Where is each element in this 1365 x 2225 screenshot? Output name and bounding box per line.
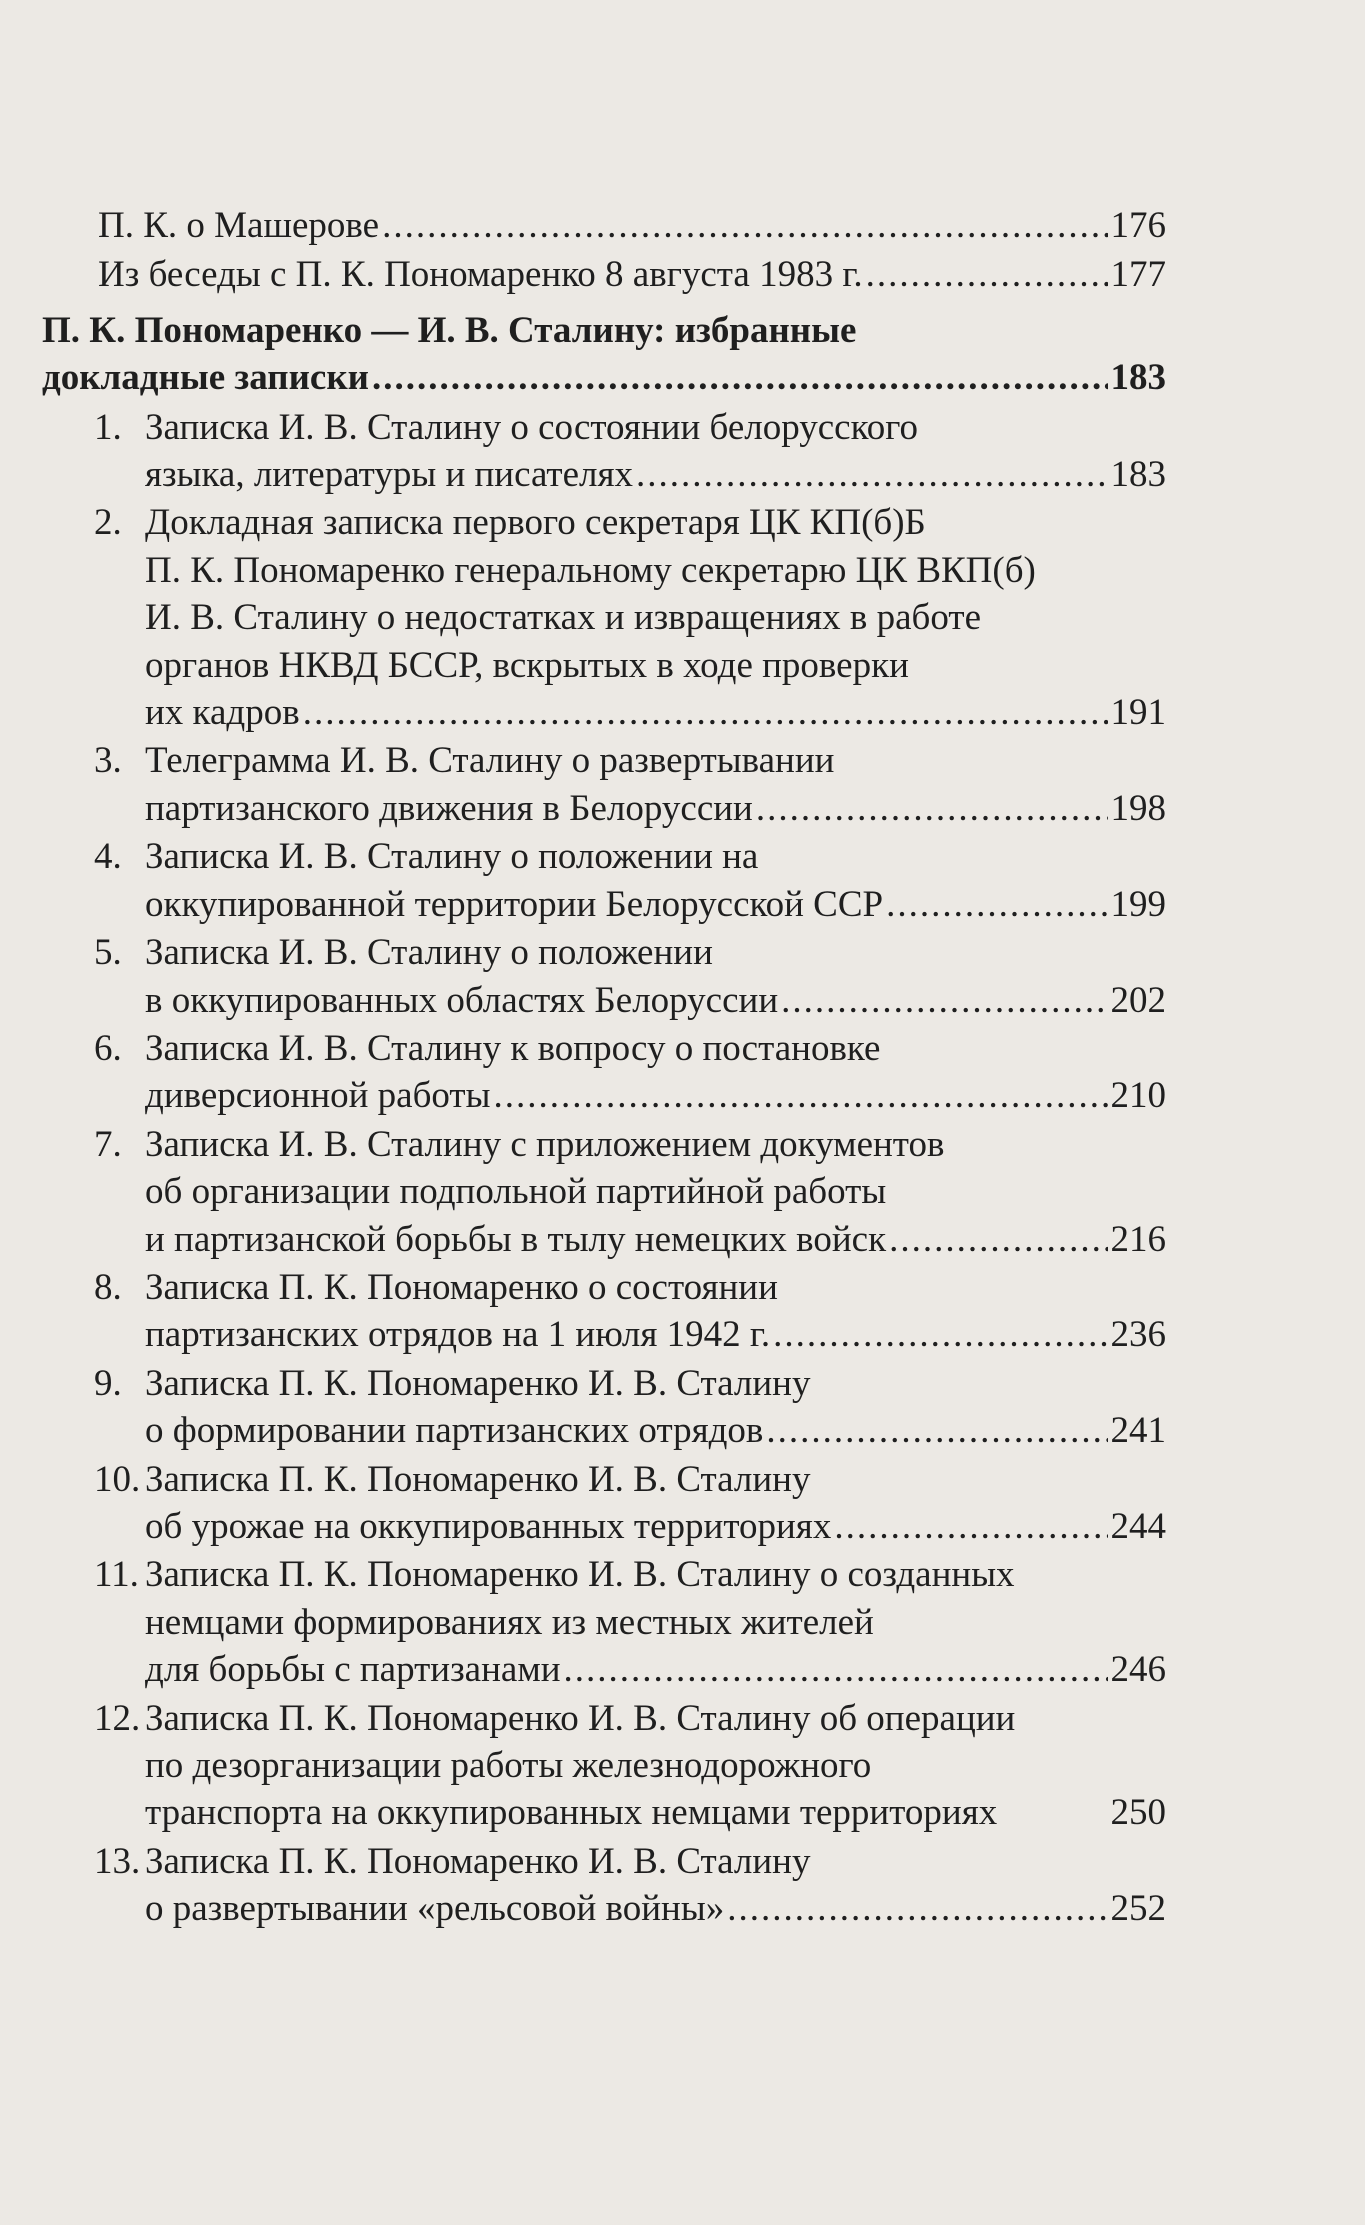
toc-entry-item[interactable] <box>42 1456 1166 1551</box>
section-heading[interactable] <box>42 307 1166 402</box>
entry-title-line: П. К. Пономаренко — И. В. Сталину: избранные <box>42 309 857 351</box>
entry-title-line: Телеграмма И. В. Сталину о развертывании <box>145 740 835 782</box>
entry-last-line <box>145 1216 1166 1263</box>
entry-last-line <box>145 1646 1166 1693</box>
toc-entry-item[interactable] <box>42 1695 1166 1837</box>
table-of-contents <box>42 202 1166 1934</box>
toc-entry-item[interactable] <box>42 1264 1166 1359</box>
entry-number: 13. <box>94 1840 141 1882</box>
entry-title-line: оккупированной территории Белорусской ССР <box>145 883 884 925</box>
entry-title-line: партизанского движения в Белоруссии <box>145 787 753 829</box>
entry-last-line <box>145 785 1166 832</box>
dot-leader <box>766 1407 1107 1454</box>
page-number: 216 <box>1110 1218 1166 1260</box>
toc-entry-item[interactable] <box>42 1838 1166 1933</box>
entry-number: 9. <box>94 1362 122 1404</box>
toc-entry[interactable] <box>98 251 1166 298</box>
entry-title-line: Записка И. В. Сталину о состоянии белорусского <box>145 406 918 448</box>
page-number: 199 <box>1110 883 1166 925</box>
entry-number: 4. <box>94 836 122 878</box>
toc-entry-item[interactable] <box>42 737 1166 832</box>
page-number: 241 <box>1110 1410 1166 1452</box>
entry-title-line: Записка П. К. Пономаренко о состоянии <box>145 1266 778 1308</box>
entry-title-line: для борьбы с партизанами <box>145 1649 561 1691</box>
toc-entry-item[interactable] <box>42 833 1166 928</box>
dot-leader <box>866 251 1108 298</box>
entry-last-line <box>145 689 1166 736</box>
entry-number: 3. <box>94 740 122 782</box>
page-number: 202 <box>1110 979 1166 1021</box>
toc-entry-item[interactable] <box>42 404 1166 499</box>
entry-title-line: Записка П. К. Пономаренко И. В. Сталину <box>145 1362 811 1404</box>
entry-last-line <box>145 451 1166 498</box>
entry-last-line <box>98 202 1166 249</box>
dot-leader <box>834 1503 1107 1550</box>
entry-title-line: Из беседы с П. К. Пономаренко 8 августа 1983 г. <box>98 254 863 296</box>
entry-title-line: П. К. о Машерове <box>98 205 380 246</box>
page-number: 236 <box>1110 1314 1166 1356</box>
entry-title-line: транспорта на оккупированных немцами территориях <box>145 1792 998 1834</box>
entry-title-line: о развертывании «рельсовой войны» <box>145 1888 725 1930</box>
entry-title-line: языка, литературы и писателях <box>145 454 634 496</box>
entry-title-line: диверсионной работы <box>145 1075 491 1117</box>
entry-number: 8. <box>94 1266 122 1308</box>
page-number: 183 <box>1110 357 1166 399</box>
toc-entry-item[interactable] <box>42 1551 1166 1693</box>
entry-last-line <box>145 1503 1166 1550</box>
toc-entry-item[interactable] <box>42 1360 1166 1455</box>
entry-title-line: в оккупированных областях Белоруссии <box>145 979 779 1021</box>
dot-leader <box>889 1216 1107 1263</box>
dot-leader <box>493 1072 1107 1119</box>
dot-leader <box>781 977 1107 1024</box>
dot-leader <box>564 1646 1108 1693</box>
dot-leader <box>727 1885 1107 1932</box>
entry-title-line: Записка И. В. Сталину о положении <box>145 932 713 974</box>
entry-title-line: и партизанской борьбы в тылу немецких войск <box>145 1218 887 1260</box>
toc-entry-item[interactable] <box>42 1025 1166 1120</box>
entry-title-line: Записка И. В. Сталину о положении на <box>145 836 759 878</box>
dot-leader <box>303 689 1108 736</box>
dot-leader <box>756 785 1108 832</box>
entry-title-line: Записка П. К. Пономаренко И. В. Сталину <box>145 1840 811 1882</box>
toc-entry-item[interactable] <box>42 499 1166 736</box>
entry-title-line: немцами формированиях из местных жителей <box>145 1601 874 1643</box>
entry-title-line: об организации подпольной партийной работы <box>145 1171 887 1213</box>
entry-title-line: П. К. Пономаренко генеральному секретарю ЦК ВКП(б) <box>145 549 1036 591</box>
entry-title-line: Записка И. В. Сталину к вопросу о постановке <box>145 1027 881 1069</box>
dot-leader <box>886 881 1107 928</box>
page-number: 183 <box>1110 454 1166 496</box>
page-number: 177 <box>1110 254 1166 296</box>
entry-title-line: Записка И. В. Сталину с приложением документов <box>145 1123 945 1165</box>
dot-leader <box>773 1311 1107 1358</box>
entry-title-line: их кадров <box>145 692 300 734</box>
entry-last-line <box>145 1885 1166 1932</box>
entry-number: 12. <box>94 1697 141 1739</box>
entry-title-line: партизанских отрядов на 1 июля 1942 г. <box>145 1314 771 1356</box>
entry-number: 5. <box>94 932 122 974</box>
toc-entry-item[interactable] <box>42 929 1166 1024</box>
dot-leader <box>636 451 1107 498</box>
entry-last-line <box>145 881 1166 928</box>
entry-title-line: Записка П. К. Пономаренко И. В. Сталину <box>145 1458 811 1500</box>
entry-last-line <box>145 1311 1166 1358</box>
dot-leader <box>372 354 1108 401</box>
page-number: 198 <box>1110 787 1166 829</box>
page-number: 246 <box>1110 1649 1166 1691</box>
entry-number: 2. <box>94 502 122 544</box>
page-number: 250 <box>1110 1792 1166 1834</box>
toc-entry[interactable] <box>98 202 1166 249</box>
entry-last-line <box>98 251 1166 298</box>
entry-number: 1. <box>94 406 122 448</box>
entry-last-line <box>145 1072 1166 1119</box>
page-number: 191 <box>1110 692 1166 734</box>
entry-last-line <box>145 977 1166 1024</box>
toc-entry-item[interactable] <box>42 1121 1166 1263</box>
entry-last-line <box>145 1789 1166 1836</box>
entry-number: 10. <box>94 1458 141 1500</box>
entry-number: 7. <box>94 1123 122 1165</box>
page-number: 252 <box>1110 1888 1166 1930</box>
entry-title-line: докладные записки <box>42 357 369 399</box>
entry-title-line: Записка П. К. Пономаренко И. В. Сталину об операции <box>145 1697 1016 1739</box>
dot-leader <box>382 202 1107 249</box>
page-number: 210 <box>1110 1075 1166 1117</box>
entry-number: 11. <box>94 1554 139 1596</box>
entry-title-line: И. В. Сталину о недостатках и извращениях в работе <box>145 597 981 639</box>
entry-title-line: органов НКВД БССР, вскрытых в ходе проверки <box>145 644 909 686</box>
entry-title-line: Докладная записка первого секретаря ЦК КП(б)Б <box>145 502 926 544</box>
page-number: 176 <box>1110 205 1166 246</box>
entry-last-line <box>42 354 1166 401</box>
entry-title-line: Записка П. К. Пономаренко И. В. Сталину о созданных <box>145 1554 1015 1596</box>
entry-last-line <box>145 1407 1166 1454</box>
entry-title-line: по дезорганизации работы железнодорожного <box>145 1745 872 1786</box>
page-number: 244 <box>1110 1505 1166 1547</box>
entry-title-line: об урожае на оккупированных территориях <box>145 1505 832 1547</box>
entry-number: 6. <box>94 1027 122 1069</box>
entry-title-line: о формировании партизанских отрядов <box>145 1410 764 1452</box>
